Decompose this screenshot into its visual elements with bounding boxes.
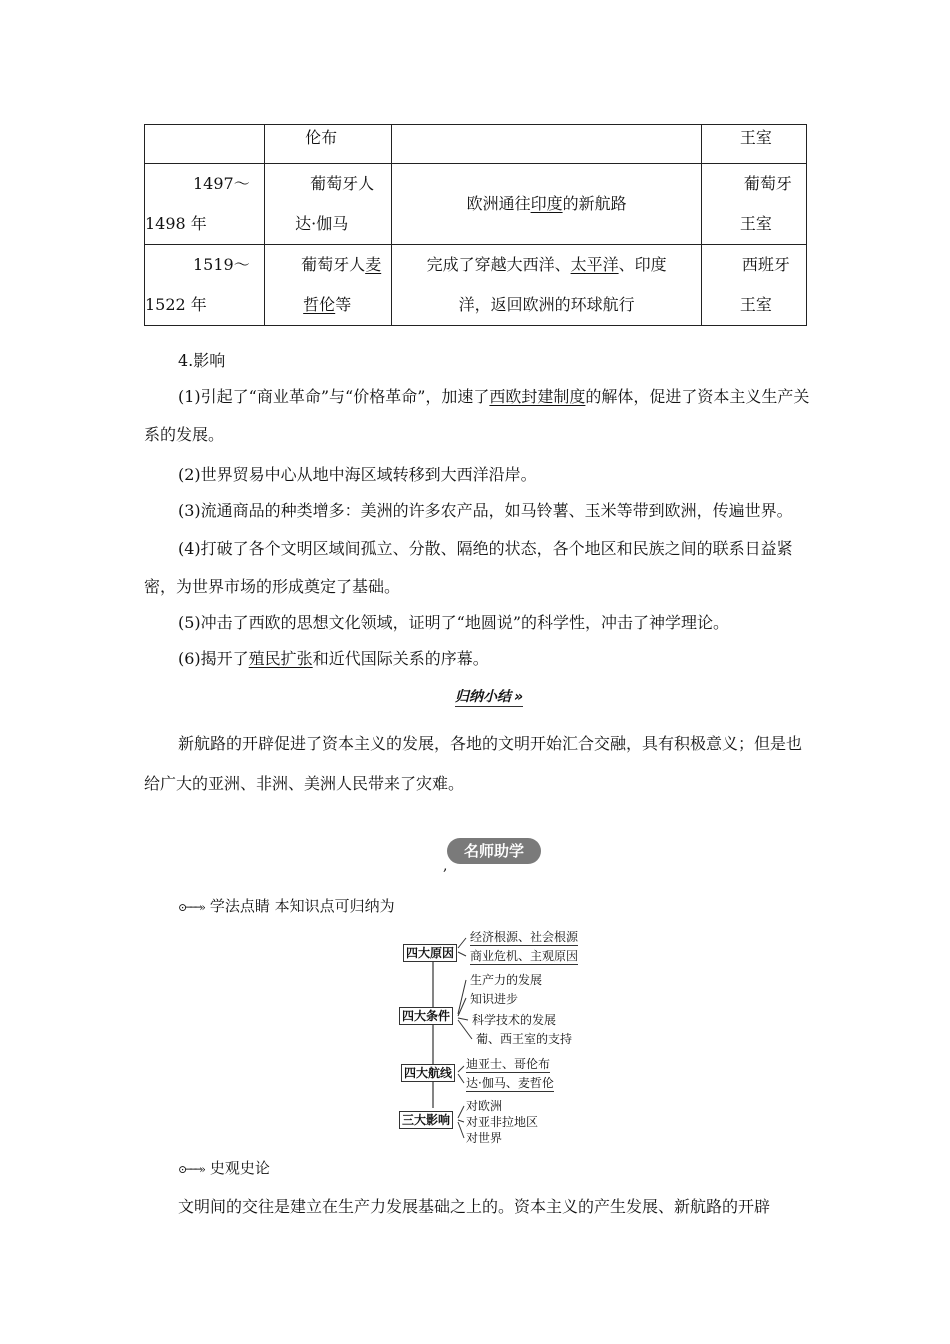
impact-heading: 4.影响 — [178, 351, 226, 370]
impact-item-3: (3)流通商品的种类增多：美洲的许多农产品，如马铃薯、玉米等带到欧洲，传遍世界。 — [178, 501, 793, 520]
diagram-box-conditions: 四大条件 — [399, 1007, 453, 1025]
impact-item-4: (4)打破了各个文明区域间孤立、分散、隔绝的状态，各个地区和民族之间的联系日益紧密，为世界市场的形成奠定了基础。 — [144, 539, 793, 596]
summary-text: 新航路的开辟促进了资本主义的发展，各地的文明开始汇合交融，具有积极意义；但是也给广大的亚洲、非洲、美洲人民带来了灾难。 — [144, 734, 803, 793]
teacher-help-badge: 名师助学 — [447, 838, 541, 864]
impact-item-2: (2)世界贸易中心从地中海区域转移到大西洋沿岸。 — [178, 465, 537, 484]
arrow-bullet-icon: ⊙───» — [178, 901, 204, 914]
diagram-leaf: 对世界 — [466, 1131, 503, 1145]
time-cell: 1519～ 1522 年 — [145, 245, 265, 326]
diagram-leaf: 经济根源、社会根源 — [470, 930, 579, 944]
diagram-leaf: 迪亚士、哥伦布 — [466, 1057, 551, 1071]
support-cell: 王室 — [701, 125, 806, 164]
support-cell: 西班牙 王室 — [701, 245, 806, 326]
summary-title: 归纳小结 » — [455, 689, 524, 705]
diagram-box-impacts: 三大影响 — [399, 1111, 453, 1129]
route-cell: 欧洲通往印度的新航路 — [392, 164, 701, 245]
person-cell: 伦布 — [265, 125, 392, 164]
route-cell — [392, 125, 701, 164]
diagram-leaf: 达·伽马、麦哲伦 — [466, 1076, 554, 1090]
table-row — [145, 245, 807, 326]
history-view-line: ⊙───» 史观史论 — [178, 1158, 270, 1180]
diagram-leaf: 商业危机、主观原因 — [470, 949, 579, 963]
diagram-box-causes: 四大原因 — [403, 944, 457, 962]
route-cell: 完成了穿越大西洋、太平洋、印度 洋，返回欧洲的环球航行 — [392, 245, 701, 326]
person-cell: 葡萄牙人 达·伽马 — [265, 164, 392, 245]
double-chevron-icon: » — [514, 689, 524, 705]
table-row — [145, 164, 807, 245]
diagram-leaf: 葡、西王室的支持 — [476, 1032, 573, 1046]
impact-item-5: (5)冲击了西欧的思想文化领域，证明了“地圆说”的科学性，冲击了神学理论。 — [178, 613, 730, 632]
support-cell: 葡萄牙 王室 — [701, 164, 806, 245]
study-method-line: ⊙───» 学法点睛 本知识点可归纳为 — [178, 896, 395, 918]
stray-mark: , — [443, 858, 448, 874]
diagram-leaf: 生产力的发展 — [470, 973, 543, 987]
summary-diagram — [398, 928, 598, 1148]
diagram-leaf: 科学技术的发展 — [472, 1013, 557, 1027]
arrow-bullet-icon: ⊙───» — [178, 1163, 204, 1176]
time-cell: 1497～ 1498 年 — [145, 164, 265, 245]
time-cell — [145, 125, 265, 164]
impact-item-1: (1)引起了“商业革命”与“价格革命”，加速了西欧封建制度的解体，促进了资本主义生产关系的发展。 — [144, 387, 810, 444]
diagram-leaf: 对亚非拉地区 — [466, 1115, 539, 1129]
table-row — [145, 125, 807, 164]
diagram-box-routes: 四大航线 — [401, 1064, 455, 1082]
routes-table — [144, 124, 807, 326]
impact-item-6: (6)揭开了殖民扩张和近代国际关系的序幕。 — [178, 649, 489, 668]
diagram-leaf: 对欧洲 — [466, 1099, 503, 1113]
diagram-leaf: 知识进步 — [470, 992, 519, 1006]
history-text: 文明间的交往是建立在生产力发展基础之上的。资本主义的产生发展、新航路的开辟 — [178, 1197, 771, 1216]
person-cell: 葡萄牙人麦 哲伦等 — [265, 245, 392, 326]
